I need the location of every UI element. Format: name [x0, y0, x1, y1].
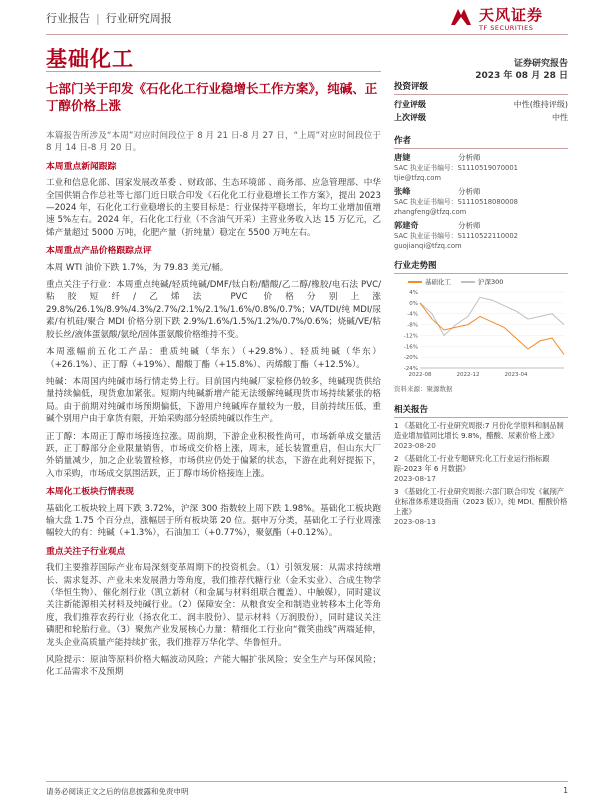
- report-date: 2023 年 08 月 28 日: [475, 71, 568, 81]
- related-title: 相关报告: [394, 403, 568, 418]
- top-nav: [46, 10, 172, 26]
- previous-rating-value: 中性: [552, 113, 568, 122]
- related-report-title: 3 《基础化工-行业研究周报:六部门联合印发《氟削产业标准体系建设指南（2023 版）》，纯 MDI、醋酸价格上涨》: [394, 487, 568, 516]
- market-paragraph: 基础化工板块较上周下跌 3.72%，沪深 300 指数较上周下跌 1.98%。基础化工板块跑输大盘 1.75 个百分点，涨幅居于所有板块第 20 位。据申万分类，基础化工子行业周涨幅较大的有：纯碱（+1.3%），石油加工（+0.77%），聚氨酯（+0.12%）。: [46, 503, 381, 539]
- sector-title: 基础化工: [46, 47, 134, 71]
- chart-source: 资料来源：聚源数据: [394, 385, 453, 393]
- logo-name-cn: 天风证券: [479, 6, 544, 24]
- analyst-email[interactable]: tjie@tfzq.com: [394, 174, 442, 182]
- rating-title: 投资评级: [394, 80, 568, 95]
- legend-item: [461, 277, 503, 286]
- legend-item: [408, 277, 451, 286]
- analyst-card: [394, 152, 568, 183]
- chart-title: 行业走势图: [394, 259, 568, 274]
- analyst-email[interactable]: zhangfeng@tfzq.com: [394, 208, 467, 216]
- footer-disclaimer: 请务必阅读正文之后的信息披露和免责申明: [46, 787, 189, 796]
- previous-rating-row: [394, 111, 568, 124]
- chart-legend: [408, 277, 568, 286]
- oil-price-paragraph: 本周 WTI 油价下跌 1.7%，为 79.83 美元/桶。: [46, 262, 229, 273]
- nav-item-industry-report: 行业报告: [46, 12, 90, 25]
- series-line: [420, 303, 564, 355]
- analyst-sac: SAC 执业证书编号：S1110522110002: [394, 232, 518, 240]
- y-tick-label: -12%: [403, 333, 418, 340]
- legend-label: 沪深300: [478, 278, 504, 286]
- previous-rating-label: 上次评级: [394, 113, 426, 122]
- page-footer: [46, 781, 568, 797]
- section-title-market: 本周化工板块行情表现: [46, 487, 134, 498]
- rating-value: 中性(维持评级): [513, 100, 568, 109]
- section-title-prices: 本周重点产品价格跟踪点评: [46, 246, 152, 257]
- report-type: 证券研究报告: [513, 59, 568, 69]
- title-divider: [46, 71, 381, 72]
- related-report-date: 2023-08-17: [394, 474, 436, 483]
- related-report-date: 2023-08-20: [394, 441, 436, 450]
- y-tick-label: 4%: [409, 290, 418, 296]
- section-title-views: 重点关注子行业观点: [46, 546, 126, 557]
- legend-label: 基础化工: [425, 278, 451, 286]
- related-report-title: 2 《基础化工-行业专题研究:化工行业运行指标跟踪-2023 年 6 月数据》: [394, 454, 550, 473]
- period-note: 本篇报告所涉及“本周”对应时间段位于 8 月 21 日-8 月 27 日，“上周”对应时间段位于 8 月 14 日-8 月 20 日。: [46, 131, 381, 154]
- report-headline: 七部门关于印发《石化化工行业稳增长工作方案》，纯碱、正丁醇价格上涨: [46, 81, 378, 113]
- analyst-card: [394, 186, 568, 217]
- brand-logo: [449, 2, 569, 36]
- logo-name-en: TF SECURITIES: [479, 24, 534, 32]
- main-column: [46, 130, 381, 684]
- page-number: 1: [563, 786, 568, 795]
- trend-chart-block: [394, 259, 568, 393]
- news-paragraph: 工业和信息化部、国家发展改革委 、财政部、生态环境部 、商务部、应急管理部、中华全国供销合作总社等七部门近日联合印发《石化化工行业稳增长工作方案》，提出 2023—2024 年，石化化工行业稳增长的主要目标是：行业保持平稳增长，年均工业增加值增速 5%左右。2024 年，石化化工行业（不含油气开采）主营业务收入达 15 万亿元，乙烯产量超过 5000 万吨，化肥产量（折纯量）稳定在 5500 万吨左右。: [46, 178, 381, 238]
- related-report-date: 2023-08-13: [394, 517, 436, 526]
- analyst-sac: SAC 执业证书编号：S1110518080008: [394, 198, 518, 206]
- analyst-role: 分析师: [458, 221, 481, 230]
- y-tick-label: -8%: [407, 322, 418, 329]
- nav-item-weekly: 行业研究周报: [105, 12, 172, 25]
- analyst-name: 张峰: [394, 186, 411, 196]
- risk-paragraph: 风险提示：原油等原料价格大幅波动风险；产能大幅扩张风险；安全生产与环保风险；化工品需求不及预期: [46, 655, 381, 678]
- related-report[interactable]: [394, 421, 568, 451]
- authors-title: 作者: [394, 134, 568, 149]
- nav-separator: |: [96, 12, 100, 25]
- views-paragraph: 我们主要推荐国际产业布局深刻变革周期下的投资机会。（1）引领发展：从需求持续增长、需求复苏、产业未来发展潜力等角度，我们推荐代糖行业（金禾实业）、合成生物学（华恒生物）、催化剂行业（凯立新材（和金属与材料组联合覆盖）、中触媒），同时建议关注新能源相关材料及纯碱行业。（2）保障安全：从粮食安全和制造业转移本土化等角度，我们推荐农药行业（扬农化工、润丰股份）、显示材料（万润股份），同时建议关注磷肥和轮胎行业。（3）聚焦产业发展核心力量：精细化工行业向“微笑曲线”两端延伸，龙头企业高质量产能持续扩张，我们推荐万华化学、华鲁恒升。: [46, 563, 381, 648]
- sidebar: [394, 80, 568, 530]
- rating-row: [394, 98, 568, 111]
- y-tick-label: 0%: [409, 300, 418, 307]
- analyst-sac: SAC 执业证书编号：S1110519070001: [394, 164, 518, 172]
- y-tick-label: -20%: [403, 355, 418, 362]
- related-report[interactable]: [394, 487, 568, 527]
- rating-label: 行业评级: [394, 100, 426, 109]
- logo-mark-icon: [449, 5, 473, 29]
- trend-chart: [394, 288, 568, 380]
- section-title-news: 本周重点新闻跟踪: [46, 161, 117, 172]
- x-tick-label: 2022-12: [456, 372, 480, 378]
- x-tick-label: 2023-04: [504, 372, 528, 378]
- analyst-card: [394, 220, 568, 251]
- butanol-paragraph: 正丁醇：本周正丁醇市场接连拉涨。周前期，下游企业积极性尚可，市场新单成交量活跃，正丁醇部分企业限量销售，市场成交价格上涨，周末，延长装置重启，但山东大厂外销量减少，加之企业装置检修，市场供应仍处于偏紧的状态，下游在此利好提振下，入市采购，市场成交氛围活跃，正丁醇市场价格接连上涨。: [46, 431, 381, 479]
- top-gainers-paragraph: 本周涨幅前五化工产品：重质纯碱（华东）（+29.8%）、轻质纯碱（华东）（+26.1%）、正丁醇（+19%）、醋酸丁酯（+15.8%）、丙烯酸丁酯（+12.5%）。: [46, 347, 381, 370]
- analyst-name: 郭建奇: [394, 220, 419, 230]
- header-divider: [46, 34, 568, 35]
- analyst-role: 分析师: [458, 153, 481, 162]
- x-tick-label: 2022-08: [408, 372, 432, 378]
- related-report[interactable]: [394, 454, 568, 484]
- y-tick-label: -4%: [407, 311, 418, 318]
- analyst-email[interactable]: guojianqi@tfzq.com: [394, 242, 462, 250]
- price-changes-paragraph: 重点关注子行业：本周重点纯碱/轻质纯碱/DMF/钛白粉/醋酸/乙二醇/橡胶/电石法 PVC/粘胶短纤/乙烯法 PVC 价格分别上涨 29.8%/26.1%/8.9%/4.3%/2.7%/2.1%/2.1%/1.6%/0.8%/0.7%；VA/TDI/纯 MDI/尿素/有机硅/聚合 MDI 价格分别下跌 2.9%/1.6%/1.5%/1.2%/0.7%/0.6%；烧碱/VE/粘胶长丝/液体蛋氨酸/氨纶/固体蛋氨酸价格维持不变。: [46, 280, 381, 340]
- related-report-title: 1 《基础化工-行业研究周报:7 月份化学原料和制品制造业增加值同比增长 9.8%，醋酸、尿素价格上涨》: [394, 421, 564, 440]
- y-tick-label: -16%: [403, 344, 418, 351]
- analyst-role: 分析师: [458, 187, 481, 196]
- analyst-name: 唐婕: [394, 152, 411, 162]
- soda-ash-paragraph: 纯碱：本周国内纯碱市场行情走势上行。目前国内纯碱厂家检修仍较多，纯碱现货供给量持续偏低，现货愈加紧张。短期内纯碱新增产能无法缓解纯碱现货市场持续紧张的格局。由于前期对纯碱市场预期偏低，下游用户纯碱库存量较为一般，目前持续压低，重碱个别用户由于拿货有限，开始采购部分轻质纯碱以作生产。: [46, 376, 381, 425]
- y-tick-label: -24%: [403, 366, 418, 372]
